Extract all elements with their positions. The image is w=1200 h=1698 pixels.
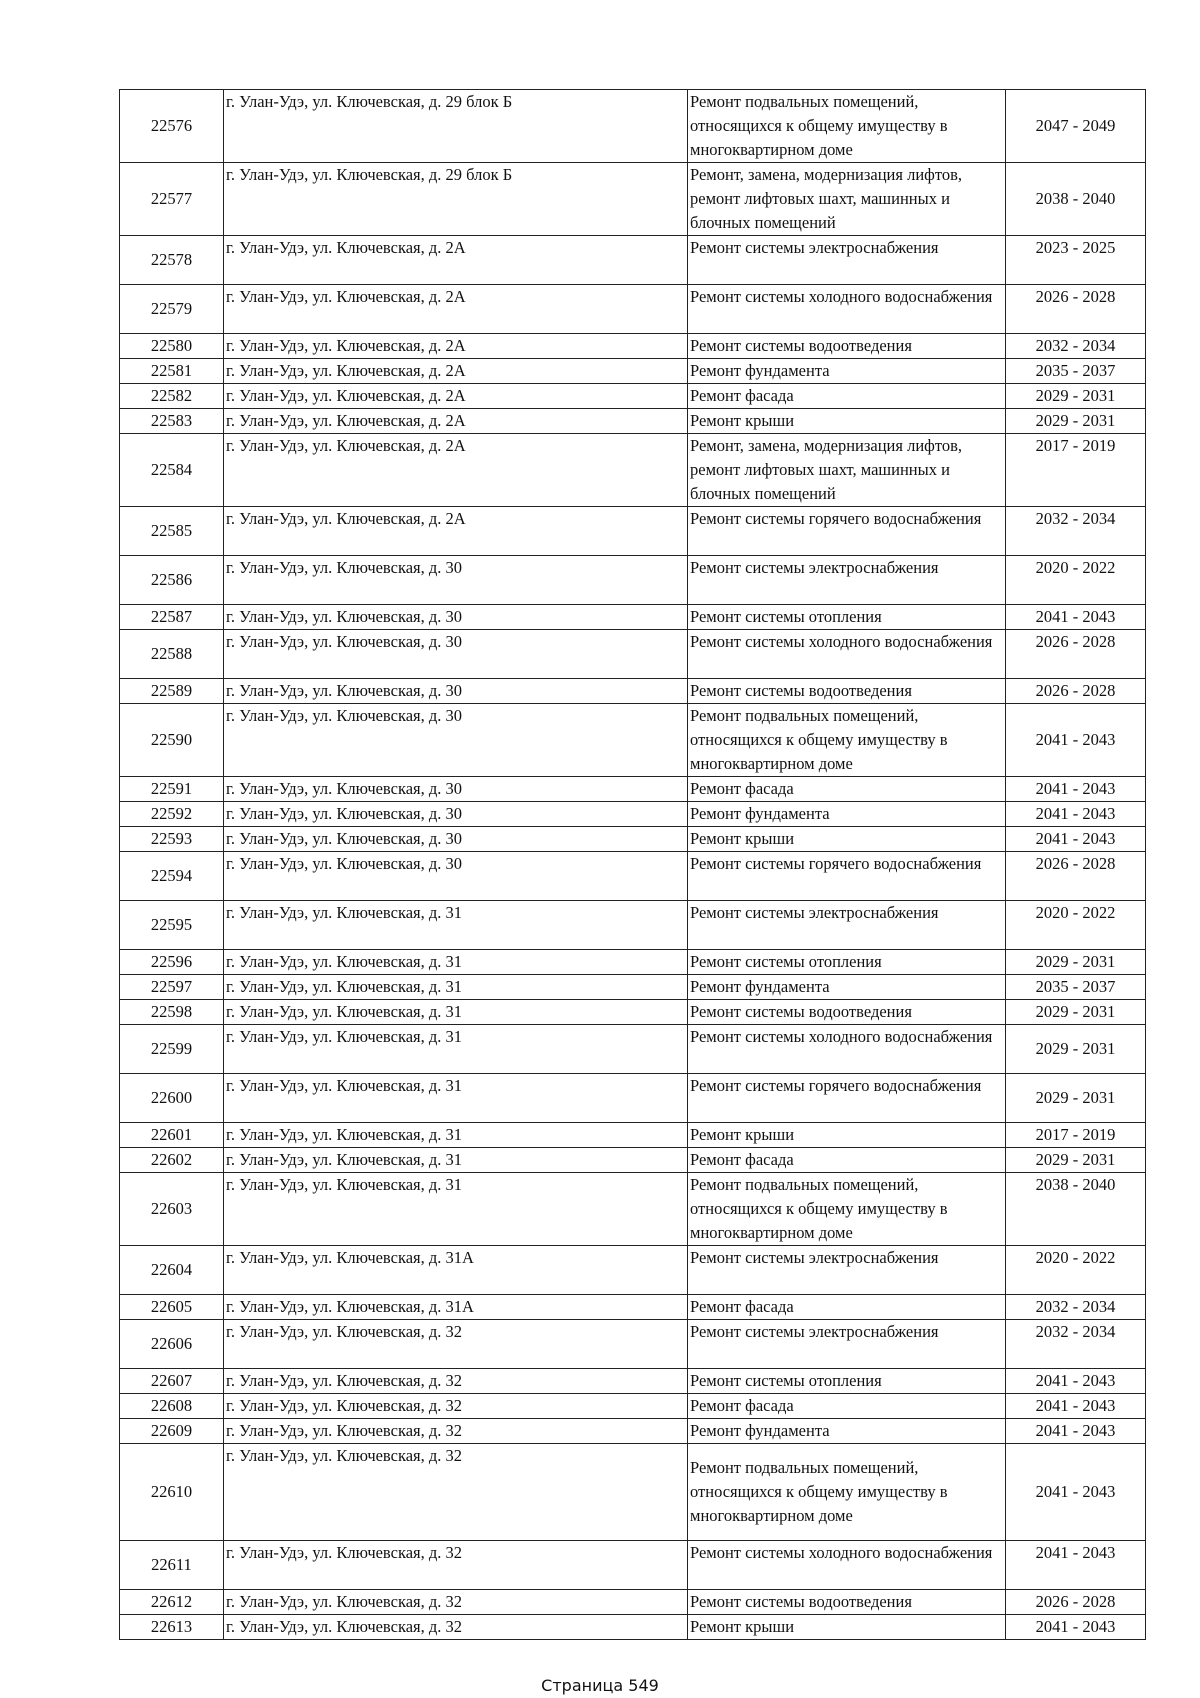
row-number: 22591 [120,777,224,802]
period-cell: 2017 - 2019 [1006,1123,1146,1148]
table-row [120,802,1146,827]
work-type-cell: Ремонт крыши [688,1615,1006,1640]
row-number: 22613 [120,1615,224,1640]
table-row [120,1419,1146,1444]
period-cell: 2026 - 2028 [1006,1590,1146,1615]
work-type-cell: Ремонт системы горячего водоснабжения [688,852,1006,901]
table-row [120,1541,1146,1590]
table-row [120,285,1146,334]
work-type-cell: Ремонт фундамента [688,359,1006,384]
table-row [120,605,1146,630]
row-number: 22590 [120,704,224,777]
repair-schedule-table [119,89,1146,1640]
work-type-cell: Ремонт системы холодного водоснабжения [688,1541,1006,1590]
period-cell: 2026 - 2028 [1006,630,1146,679]
period-cell: 2041 - 2043 [1006,1369,1146,1394]
work-type-cell: Ремонт системы водоотведения [688,679,1006,704]
period-cell: 2032 - 2034 [1006,507,1146,556]
address-cell: г. Улан-Удэ, ул. Ключевская, д. 2А [224,409,688,434]
period-cell: 2026 - 2028 [1006,679,1146,704]
table-row [120,1444,1146,1541]
row-number: 22609 [120,1419,224,1444]
row-number: 22612 [120,1590,224,1615]
work-type-cell: Ремонт системы холодного водоснабжения [688,630,1006,679]
table-row [120,679,1146,704]
table-row [120,1173,1146,1246]
period-cell: 2017 - 2019 [1006,434,1146,507]
table-row [120,1369,1146,1394]
address-cell: г. Улан-Удэ, ул. Ключевская, д. 31 [224,1148,688,1173]
row-number: 22603 [120,1173,224,1246]
address-cell: г. Улан-Удэ, ул. Ключевская, д. 29 блок Б [224,90,688,163]
address-cell: г. Улан-Удэ, ул. Ключевская, д. 31 [224,1025,688,1074]
table-row [120,1148,1146,1173]
period-cell: 2026 - 2028 [1006,285,1146,334]
work-type-cell: Ремонт, замена, модернизация лифтов, ремонт лифтовых шахт, машинных и блочных помещений [688,434,1006,507]
work-type-cell: Ремонт фундамента [688,975,1006,1000]
address-cell: г. Улан-Удэ, ул. Ключевская, д. 31А [224,1246,688,1295]
row-number: 22605 [120,1295,224,1320]
address-cell: г. Улан-Удэ, ул. Ключевская, д. 31А [224,1295,688,1320]
row-number: 22598 [120,1000,224,1025]
address-cell: г. Улан-Удэ, ул. Ключевская, д. 31 [224,1074,688,1123]
address-cell: г. Улан-Удэ, ул. Ключевская, д. 32 [224,1541,688,1590]
address-cell: г. Улан-Удэ, ул. Ключевская, д. 30 [224,777,688,802]
work-type-cell: Ремонт системы отопления [688,1369,1006,1394]
work-type-cell: Ремонт системы водоотведения [688,334,1006,359]
address-cell: г. Улан-Удэ, ул. Ключевская, д. 32 [224,1444,688,1541]
table-row [120,359,1146,384]
work-type-cell: Ремонт системы холодного водоснабжения [688,1025,1006,1074]
row-number: 22579 [120,285,224,334]
address-cell: г. Улан-Удэ, ул. Ключевская, д. 32 [224,1369,688,1394]
address-cell: г. Улан-Удэ, ул. Ключевская, д. 31 [224,1000,688,1025]
work-type-cell: Ремонт крыши [688,827,1006,852]
work-type-cell: Ремонт системы электроснабжения [688,1246,1006,1295]
row-number: 22588 [120,630,224,679]
address-cell: г. Улан-Удэ, ул. Ключевская, д. 30 [224,605,688,630]
table-row [120,950,1146,975]
address-cell: г. Улан-Удэ, ул. Ключевская, д. 30 [224,827,688,852]
table-row [120,1320,1146,1369]
row-number: 22576 [120,90,224,163]
address-cell: г. Улан-Удэ, ул. Ключевская, д. 32 [224,1320,688,1369]
period-cell: 2020 - 2022 [1006,1246,1146,1295]
table-row [120,1025,1146,1074]
work-type-cell: Ремонт системы горячего водоснабжения [688,1074,1006,1123]
row-number: 22607 [120,1369,224,1394]
period-cell: 2041 - 2043 [1006,1615,1146,1640]
document-page [119,89,1145,1640]
table-row [120,704,1146,777]
row-number: 22594 [120,852,224,901]
address-cell: г. Улан-Удэ, ул. Ключевская, д. 31 [224,975,688,1000]
work-type-cell: Ремонт фасада [688,1394,1006,1419]
row-number: 22610 [120,1444,224,1541]
work-type-cell: Ремонт системы отопления [688,950,1006,975]
period-cell: 2041 - 2043 [1006,802,1146,827]
address-cell: г. Улан-Удэ, ул. Ключевская, д. 2А [224,434,688,507]
table-row [120,163,1146,236]
address-cell: г. Улан-Удэ, ул. Ключевская, д. 2А [224,236,688,285]
work-type-cell: Ремонт системы отопления [688,605,1006,630]
row-number: 22585 [120,507,224,556]
row-number: 22611 [120,1541,224,1590]
period-cell: 2026 - 2028 [1006,852,1146,901]
row-number: 22582 [120,384,224,409]
period-cell: 2041 - 2043 [1006,704,1146,777]
work-type-cell: Ремонт крыши [688,409,1006,434]
address-cell: г. Улан-Удэ, ул. Ключевская, д. 32 [224,1394,688,1419]
row-number: 22602 [120,1148,224,1173]
row-number: 22581 [120,359,224,384]
table-row [120,1246,1146,1295]
address-cell: г. Улан-Удэ, ул. Ключевская, д. 31 [224,1123,688,1148]
period-cell: 2041 - 2043 [1006,1419,1146,1444]
table-row [120,90,1146,163]
row-number: 22596 [120,950,224,975]
row-number: 22580 [120,334,224,359]
table-row [120,409,1146,434]
row-number: 22595 [120,901,224,950]
period-cell: 2038 - 2040 [1006,163,1146,236]
period-cell: 2047 - 2049 [1006,90,1146,163]
period-cell: 2041 - 2043 [1006,605,1146,630]
work-type-cell: Ремонт системы горячего водоснабжения [688,507,1006,556]
table-row [120,556,1146,605]
table-row [120,827,1146,852]
work-type-cell: Ремонт фундамента [688,802,1006,827]
period-cell: 2020 - 2022 [1006,901,1146,950]
table-row [120,434,1146,507]
period-cell: 2032 - 2034 [1006,334,1146,359]
table-row [120,1000,1146,1025]
period-cell: 2029 - 2031 [1006,384,1146,409]
work-type-cell: Ремонт подвальных помещений, относящихся к общему имуществу в многоквартирном доме [688,704,1006,777]
period-cell: 2029 - 2031 [1006,1074,1146,1123]
period-cell: 2029 - 2031 [1006,950,1146,975]
row-number: 22597 [120,975,224,1000]
table-row [120,334,1146,359]
period-cell: 2029 - 2031 [1006,1148,1146,1173]
address-cell: г. Улан-Удэ, ул. Ключевская, д. 30 [224,630,688,679]
period-cell: 2029 - 2031 [1006,1025,1146,1074]
address-cell: г. Улан-Удэ, ул. Ключевская, д. 30 [224,679,688,704]
period-cell: 2041 - 2043 [1006,1394,1146,1419]
work-type-cell: Ремонт системы водоотведения [688,1590,1006,1615]
page-number: Страница 549 [541,1676,659,1695]
period-cell: 2035 - 2037 [1006,975,1146,1000]
row-number: 22589 [120,679,224,704]
period-cell: 2023 - 2025 [1006,236,1146,285]
table-row [120,901,1146,950]
table-row [120,384,1146,409]
table-row [120,1295,1146,1320]
row-number: 22599 [120,1025,224,1074]
address-cell: г. Улан-Удэ, ул. Ключевская, д. 30 [224,704,688,777]
address-cell: г. Улан-Удэ, ул. Ключевская, д. 2А [224,285,688,334]
work-type-cell: Ремонт системы водоотведения [688,1000,1006,1025]
row-number: 22606 [120,1320,224,1369]
row-number: 22604 [120,1246,224,1295]
work-type-cell: Ремонт системы электроснабжения [688,236,1006,285]
period-cell: 2029 - 2031 [1006,1000,1146,1025]
address-cell: г. Улан-Удэ, ул. Ключевская, д. 29 блок Б [224,163,688,236]
work-type-cell: Ремонт фасада [688,1295,1006,1320]
address-cell: г. Улан-Удэ, ул. Ключевская, д. 32 [224,1615,688,1640]
table-row [120,1123,1146,1148]
work-type-cell: Ремонт, замена, модернизация лифтов, ремонт лифтовых шахт, машинных и блочных помещений [688,163,1006,236]
period-cell: 2038 - 2040 [1006,1173,1146,1246]
address-cell: г. Улан-Удэ, ул. Ключевская, д. 32 [224,1419,688,1444]
address-cell: г. Улан-Удэ, ул. Ключевская, д. 30 [224,802,688,827]
work-type-cell: Ремонт системы электроснабжения [688,556,1006,605]
row-number: 22583 [120,409,224,434]
table-row [120,852,1146,901]
work-type-cell: Ремонт фасада [688,384,1006,409]
address-cell: г. Улан-Удэ, ул. Ключевская, д. 31 [224,950,688,975]
period-cell: 2041 - 2043 [1006,1444,1146,1541]
work-type-cell: Ремонт фундамента [688,1419,1006,1444]
work-type-cell: Ремонт подвальных помещений, относящихся к общему имуществу в многоквартирном доме [688,1173,1006,1246]
address-cell: г. Улан-Удэ, ул. Ключевская, д. 30 [224,852,688,901]
row-number: 22608 [120,1394,224,1419]
address-cell: г. Улан-Удэ, ул. Ключевская, д. 2А [224,384,688,409]
address-cell: г. Улан-Удэ, ул. Ключевская, д. 2А [224,359,688,384]
period-cell: 2029 - 2031 [1006,409,1146,434]
table-row [120,1394,1146,1419]
row-number: 22592 [120,802,224,827]
work-type-cell: Ремонт системы электроснабжения [688,901,1006,950]
work-type-cell: Ремонт крыши [688,1123,1006,1148]
row-number: 22584 [120,434,224,507]
row-number: 22600 [120,1074,224,1123]
row-number: 22578 [120,236,224,285]
table-row [120,975,1146,1000]
period-cell: 2032 - 2034 [1006,1295,1146,1320]
work-type-cell: Ремонт подвальных помещений, относящихся к общему имуществу в многоквартирном доме [688,1444,1006,1541]
row-number: 22601 [120,1123,224,1148]
address-cell: г. Улан-Удэ, ул. Ключевская, д. 32 [224,1590,688,1615]
period-cell: 2032 - 2034 [1006,1320,1146,1369]
period-cell: 2041 - 2043 [1006,827,1146,852]
address-cell: г. Улан-Удэ, ул. Ключевская, д. 30 [224,556,688,605]
table-row [120,236,1146,285]
table-row [120,777,1146,802]
table-row [120,1074,1146,1123]
table-row [120,507,1146,556]
work-type-cell: Ремонт системы холодного водоснабжения [688,285,1006,334]
address-cell: г. Улан-Удэ, ул. Ключевская, д. 31 [224,1173,688,1246]
work-type-cell: Ремонт фасада [688,1148,1006,1173]
row-number: 22587 [120,605,224,630]
work-type-cell: Ремонт фасада [688,777,1006,802]
row-number: 22586 [120,556,224,605]
period-cell: 2020 - 2022 [1006,556,1146,605]
address-cell: г. Улан-Удэ, ул. Ключевская, д. 2А [224,334,688,359]
table-row [120,630,1146,679]
address-cell: г. Улан-Удэ, ул. Ключевская, д. 31 [224,901,688,950]
table-row [120,1615,1146,1640]
row-number: 22593 [120,827,224,852]
period-cell: 2041 - 2043 [1006,1541,1146,1590]
address-cell: г. Улан-Удэ, ул. Ключевская, д. 2А [224,507,688,556]
table-row [120,1590,1146,1615]
work-type-cell: Ремонт системы электроснабжения [688,1320,1006,1369]
period-cell: 2035 - 2037 [1006,359,1146,384]
row-number: 22577 [120,163,224,236]
work-type-cell: Ремонт подвальных помещений, относящихся к общему имуществу в многоквартирном доме [688,90,1006,163]
period-cell: 2041 - 2043 [1006,777,1146,802]
